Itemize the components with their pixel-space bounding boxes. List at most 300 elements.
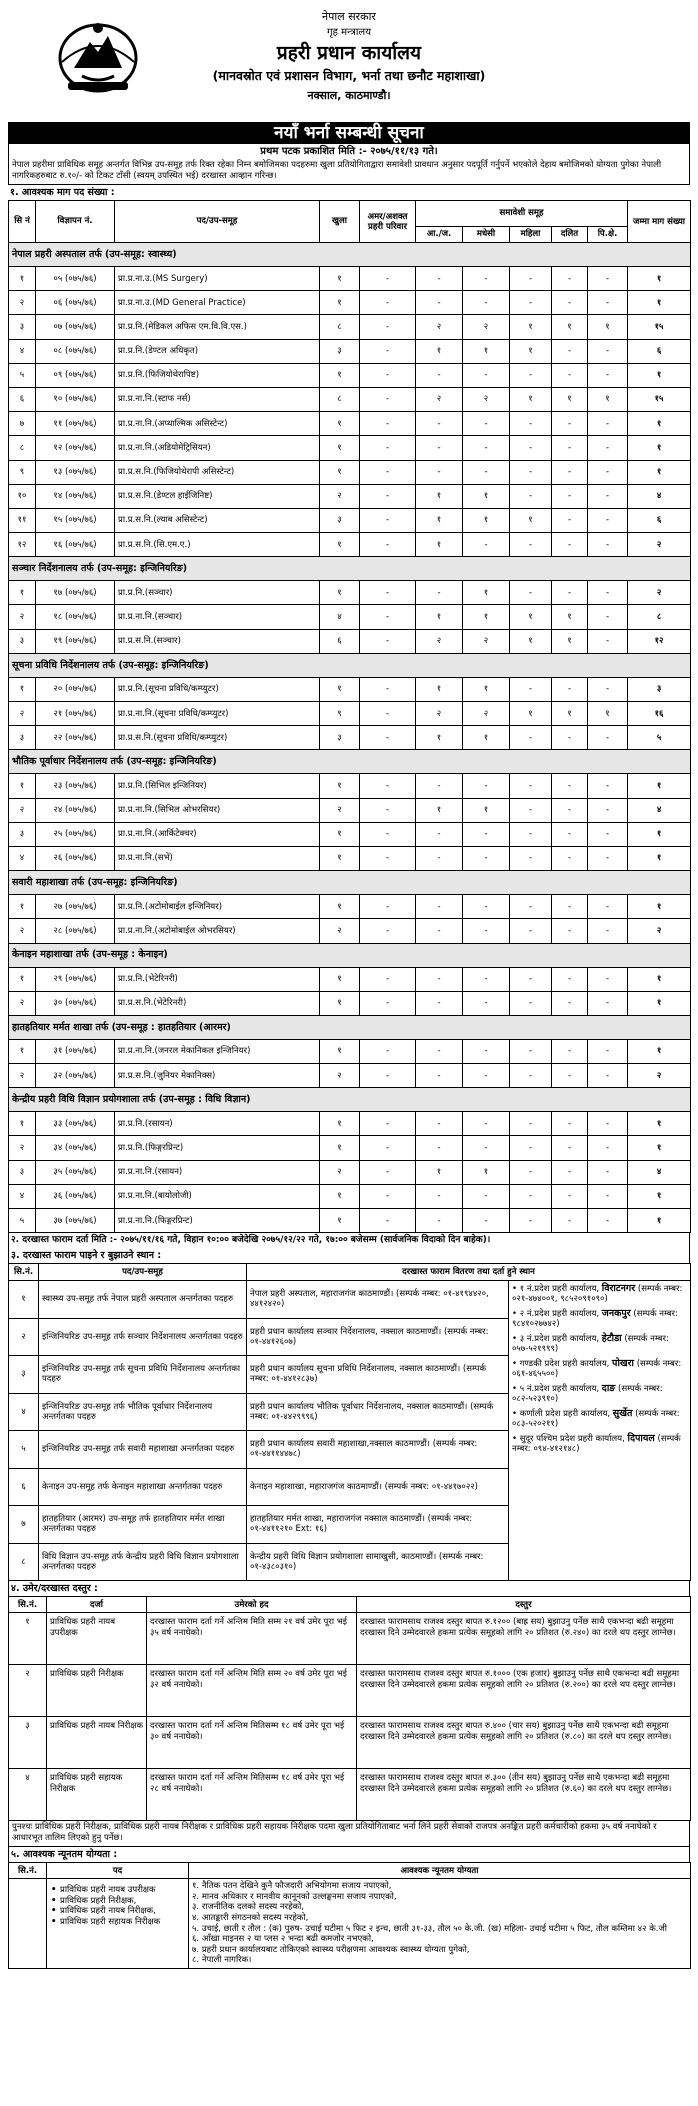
- position-cell: -: [416, 363, 463, 387]
- position-cell: ४: [628, 1160, 691, 1184]
- position-cell: -: [416, 1184, 463, 1208]
- position-cell: प्रा.प्र.ना.नि.(सभें): [115, 846, 320, 870]
- position-cell: -: [463, 774, 510, 798]
- position-cell: -: [360, 991, 416, 1015]
- position-cell: ०८ (०७५/७६): [36, 339, 115, 363]
- position-cell: -: [416, 412, 463, 436]
- positions-table: [8, 200, 691, 1233]
- fee-cell: प्राविधिक प्रहरी नायब निरीक्षक: [47, 1717, 147, 1769]
- position-cell: २: [320, 484, 360, 508]
- position-cell: -: [463, 1039, 510, 1063]
- col-places-sn: सि.नं.: [9, 1264, 39, 1281]
- place-cell: इन्जिनियरिङ उप-समूह तर्फ भौतिक पूर्वाधार निर्देशनालय अन्तर्गतका पदहरु: [39, 1393, 247, 1431]
- position-cell: -: [552, 1160, 588, 1184]
- position-cell: १: [463, 484, 510, 508]
- position-cell: -: [463, 846, 510, 870]
- position-cell: १६: [628, 702, 691, 726]
- bullet-icon: •: [512, 1334, 520, 1345]
- position-cell: प्रा.प्र.ना.नि.(स्टाफ नर्स): [115, 387, 320, 411]
- bullet-icon: •: [512, 1309, 520, 1320]
- position-cell: ३: [9, 315, 36, 339]
- position-cell: -: [360, 919, 416, 943]
- positions-body: [9, 243, 691, 1233]
- position-cell: १: [510, 315, 552, 339]
- position-cell: -: [552, 291, 588, 315]
- position-cell: -: [588, 339, 628, 363]
- group-row: [9, 1088, 691, 1112]
- col-post: पद/उप-समूह: [115, 201, 320, 243]
- position-cell: १: [628, 363, 691, 387]
- fee-cell: दरखास्त फारामसाथ राजश्व दस्तुर बापत रु.१००० (एक हजार) बुझाउनु पर्नेछ साथै एकभन्दा बढी समूहमा दरखास्त दिने उम्मेदवारले हकमा प्रत्येक समूहको लागि २० प्रतिशत (रु.२००) का दरले थप दस्तुर लाग्नेछ।: [357, 1665, 691, 1717]
- position-cell: २: [9, 1136, 36, 1160]
- fee-cell: २: [9, 1665, 47, 1717]
- position-cell: १: [628, 412, 691, 436]
- position-cell: -: [510, 436, 552, 460]
- position-cell: १: [628, 1136, 691, 1160]
- position-row: [9, 315, 691, 339]
- position-cell: -: [416, 967, 463, 991]
- position-cell: २८ (०७५/७६): [36, 919, 115, 943]
- group-title: भौतिक पूर्वाधार निर्देशनालय तर्फ (उप-समूह: इन्जिनियरिङ): [9, 750, 691, 774]
- group-title: केनाइन महाशाखा तर्फ (उप-समूह : केनाइन): [9, 943, 691, 967]
- position-cell: -: [588, 1136, 628, 1160]
- position-cell: -: [463, 822, 510, 846]
- position-cell: -: [463, 533, 510, 557]
- place-cell: १: [9, 1281, 39, 1319]
- deadline-line: २. दरखास्त फाराम दर्ता मिति :- २०७५/११/१६ गते, विहान १०:०० बजेदेखि २०७५/१२/२२ गते, १७:०० बजेसम्म (सार्वजनिक विदाको दिन बाहेक)।: [8, 1233, 690, 1248]
- position-row: [9, 1184, 691, 1208]
- position-cell: १: [320, 412, 360, 436]
- position-cell: -: [360, 677, 416, 701]
- position-cell: -: [588, 605, 628, 629]
- fee-row: [9, 1769, 691, 1821]
- position-cell: -: [552, 508, 588, 532]
- col-total: जम्मा माग संख्या: [628, 201, 691, 243]
- position-cell: १: [9, 581, 36, 605]
- position-cell: २: [9, 1064, 36, 1088]
- position-cell: -: [416, 267, 463, 291]
- place-cell: इन्जिनियरिङ उप-समूह तर्फ सूचना प्रविधि निर्देशनालय अन्तर्गतका पदहरु: [39, 1356, 247, 1394]
- position-cell: प्रा.प्र.ना.नि.(सूचना प्रविधि/कम्प्युटर): [115, 702, 320, 726]
- position-cell: -: [360, 460, 416, 484]
- position-row: [9, 702, 691, 726]
- position-row: [9, 533, 691, 557]
- position-cell: -: [588, 460, 628, 484]
- col-sn: सि नं: [9, 201, 36, 243]
- position-cell: १: [463, 581, 510, 605]
- position-cell: ४: [9, 846, 36, 870]
- col-martyr: अमर/अशक्त प्रहरी परिवार: [360, 201, 416, 243]
- position-cell: प्रा.प्र.नि.(अटोमोबाईल इन्जिनियर): [115, 895, 320, 919]
- position-cell: -: [463, 1184, 510, 1208]
- position-cell: -: [360, 702, 416, 726]
- qual-items-list: [192, 1881, 687, 1966]
- position-cell: -: [510, 291, 552, 315]
- position-cell: ४: [628, 798, 691, 822]
- position-cell: -: [588, 1064, 628, 1088]
- position-cell: ०६ (०७५/७६): [36, 291, 115, 315]
- position-cell: -: [360, 822, 416, 846]
- position-cell: १: [628, 774, 691, 798]
- province-prefix: कर्णाली प्रदेश प्रहरी कार्यालय,: [519, 1409, 613, 1420]
- position-cell: १: [628, 436, 691, 460]
- position-cell: १: [9, 967, 36, 991]
- position-cell: प्रा.प्र.नि.(फिजियोथेरापिष्ट): [115, 363, 320, 387]
- position-cell: ११ (०७५/७६): [36, 412, 115, 436]
- position-cell: ४: [9, 339, 36, 363]
- position-row: [9, 581, 691, 605]
- position-cell: प्रा.प्र.नि.(सञ्चार): [115, 581, 320, 605]
- position-cell: -: [510, 919, 552, 943]
- places-table: [8, 1263, 691, 1581]
- place-cell: प्रहरी प्रधान कार्यालय सञ्चार निर्देशनालय, नक्साल काठमाण्डौं। (सम्पर्क नम्बर: ०१-४४१२६०७): [247, 1318, 509, 1356]
- position-cell: ८: [628, 605, 691, 629]
- position-cell: -: [510, 774, 552, 798]
- position-cell: -: [552, 846, 588, 870]
- position-cell: -: [588, 1039, 628, 1063]
- position-row: [9, 460, 691, 484]
- province-office-item: [512, 1284, 687, 1304]
- col-fees-age: उमेरको हद: [147, 1597, 357, 1613]
- position-cell: -: [588, 991, 628, 1015]
- position-row: [9, 1064, 691, 1088]
- position-cell: -: [416, 460, 463, 484]
- position-cell: -: [463, 267, 510, 291]
- position-cell: -: [510, 991, 552, 1015]
- position-cell: २४ (०७५/७६): [36, 798, 115, 822]
- fees-table: [8, 1596, 691, 1821]
- fee-cell: प्राविधिक प्रहरी निरीक्षक: [47, 1665, 147, 1717]
- position-cell: २५ (०७५/७६): [36, 822, 115, 846]
- province-city: दाङ: [601, 1383, 616, 1395]
- col-sub-dalit: दलित: [552, 227, 588, 243]
- col-sub-backward: पि.क्षे.: [588, 227, 628, 243]
- position-cell: -: [588, 291, 628, 315]
- position-cell: -: [416, 895, 463, 919]
- position-cell: १: [320, 267, 360, 291]
- position-row: [9, 1039, 691, 1063]
- position-cell: १: [628, 1184, 691, 1208]
- position-row: [9, 291, 691, 315]
- position-cell: १: [463, 339, 510, 363]
- position-cell: -: [510, 460, 552, 484]
- position-cell: २: [628, 1064, 691, 1088]
- place-cell: हातहतियार (आरमर) उप-समूह तर्फ हातहतियार मर्मत शाखा अन्तर्गतका पदहरु: [39, 1506, 247, 1544]
- place-row: [9, 1281, 691, 1319]
- position-row: [9, 1209, 691, 1233]
- position-cell: -: [552, 436, 588, 460]
- position-cell: १: [320, 967, 360, 991]
- position-cell: १: [320, 581, 360, 605]
- qual-requirement: ७. प्रहरी प्रधान कार्यालयबाट तोकिएको स्वास्थ्य परीक्षणमा आवश्यक स्वास्थ्य योग्यता पुगेको,: [192, 1944, 470, 1955]
- position-cell: १: [320, 1112, 360, 1136]
- position-cell: प्रा.प्र.स.नि.(भेटेरिनरी): [115, 991, 320, 1015]
- province-city: हेटौडा: [601, 1333, 622, 1345]
- position-cell: -: [510, 967, 552, 991]
- fee-cell: प्राविधिक प्रहरी सहायक निरीक्षक: [47, 1769, 147, 1821]
- position-cell: १: [628, 460, 691, 484]
- position-cell: १५: [628, 315, 691, 339]
- province-offices-cell: [509, 1281, 691, 1581]
- position-cell: २: [628, 581, 691, 605]
- position-row: [9, 919, 691, 943]
- col-fees-rank: दर्जा: [47, 1597, 147, 1613]
- position-cell: -: [360, 846, 416, 870]
- section-3-title: ३. दरखास्त फाराम पाइने र बुझाउने स्थान :: [8, 1248, 690, 1263]
- qual-post-item: • प्राविधिक प्रहरी सहायक निरीक्षक: [50, 1917, 185, 1928]
- province-prefix: गण्डकी प्रदेश प्रहरी कार्यालय,: [519, 1359, 613, 1370]
- position-row: [9, 484, 691, 508]
- fee-cell: १: [9, 1613, 47, 1665]
- place-cell: नेपाल प्रहरी अस्पताल, महाराजगंज काठमाण्डौं। (सम्पर्क नम्बर: ०१-४१९४४२०, ४४१२४२०): [247, 1281, 509, 1319]
- col-qual-sn: सि.नं.: [9, 1863, 47, 1879]
- position-cell: -: [416, 436, 463, 460]
- qual-requirement: ८. नेपाली नागरिक।: [192, 1955, 252, 1966]
- position-cell: प्रा.प्र.ना.नि.(सिभिल ओभरसियर): [115, 798, 320, 822]
- position-cell: -: [588, 508, 628, 532]
- position-cell: ८: [320, 387, 360, 411]
- position-cell: ३५ (०७५/७६): [36, 1160, 115, 1184]
- position-cell: -: [463, 991, 510, 1015]
- position-cell: २: [628, 533, 691, 557]
- position-cell: -: [360, 1112, 416, 1136]
- position-cell: ७: [9, 412, 36, 436]
- position-cell: -: [510, 1136, 552, 1160]
- position-cell: १: [588, 315, 628, 339]
- position-cell: प्रा.प्र.ना.नि.(रसायन): [115, 1160, 320, 1184]
- col-places-where: दरखास्त फाराम वितरण तथा दर्ता हुने स्थान: [247, 1264, 691, 1281]
- position-cell: -: [360, 605, 416, 629]
- fee-cell: ३: [9, 1717, 47, 1769]
- notice-banner: नयाँ भर्ना सम्बन्धी सूचना: [8, 122, 690, 144]
- position-cell: १: [320, 1039, 360, 1063]
- place-cell: विधि विज्ञान उप-समूह तर्फ केन्द्रीय प्रहरी विधि विज्ञान प्रयोगशाला अन्तर्गतका पदहरु: [39, 1543, 247, 1581]
- position-cell: ३: [9, 629, 36, 653]
- position-cell: -: [463, 291, 510, 315]
- position-cell: २: [463, 629, 510, 653]
- position-cell: ११: [9, 508, 36, 532]
- position-cell: २: [320, 1064, 360, 1088]
- position-row: [9, 436, 691, 460]
- position-cell: ३७ (०७५/७६): [36, 1209, 115, 1233]
- position-cell: -: [588, 484, 628, 508]
- position-cell: १९ (०७५/७६): [36, 629, 115, 653]
- province-city: जनकपुर: [601, 1308, 631, 1320]
- position-cell: १: [320, 460, 360, 484]
- position-cell: १६ (०७५/७६): [36, 533, 115, 557]
- position-cell: -: [416, 991, 463, 1015]
- position-cell: -: [552, 1064, 588, 1088]
- position-cell: १: [9, 774, 36, 798]
- position-cell: १८ (०७५/७६): [36, 605, 115, 629]
- position-cell: -: [360, 315, 416, 339]
- position-cell: -: [360, 967, 416, 991]
- position-cell: -: [360, 1136, 416, 1160]
- position-cell: -: [510, 267, 552, 291]
- fee-cell: दरखास्त फाराम दर्ता गर्ने अन्तिम मिति सम्म २० वर्ष उमेर पूरा भई ३२ वर्ष ननाघेको।: [147, 1665, 357, 1717]
- position-cell: -: [360, 291, 416, 315]
- province-prefix: सुदूर पश्चिम प्रदेश प्रहरी कार्यालय,: [519, 1434, 628, 1445]
- position-row: [9, 991, 691, 1015]
- position-cell: ३: [320, 508, 360, 532]
- position-cell: १: [416, 533, 463, 557]
- position-cell: -: [588, 677, 628, 701]
- position-cell: प्रा.प्र.ना.उ.(MD General Practice): [115, 291, 320, 315]
- position-cell: -: [463, 436, 510, 460]
- fee-cell: दरखास्त फारामसाथ राजश्व दस्तुर बापत रु.३०० (तीन सय) बुझाउनु पर्नेछ साथै एकभन्दा बढी समूहमा दरखास्त दिने उम्मेदवारले हकमा प्रत्येक समूहको लागि २० प्रतिशत (रु.६०) का दरले थप दस्तुर लाग्नेछ।: [357, 1769, 691, 1821]
- position-cell: १: [320, 677, 360, 701]
- position-cell: -: [588, 1209, 628, 1233]
- position-cell: प्रा.प्र.ना.नि.(सञ्चार): [115, 605, 320, 629]
- province-contact: (सम्पर्क नम्बर: ०२१-४७४००१, ९८५२०९१०९०): [512, 1284, 683, 1305]
- position-cell: -: [552, 339, 588, 363]
- col-places-post: पद/उप-समूह: [39, 1264, 247, 1281]
- position-cell: -: [510, 412, 552, 436]
- position-cell: -: [416, 919, 463, 943]
- position-cell: १: [320, 436, 360, 460]
- position-cell: -: [463, 1064, 510, 1088]
- province-office-item: [512, 1309, 687, 1329]
- position-cell: १: [416, 726, 463, 750]
- position-cell: २: [9, 702, 36, 726]
- position-cell: १: [416, 677, 463, 701]
- place-cell: ८: [9, 1543, 39, 1581]
- position-cell: १: [552, 702, 588, 726]
- province-office-item: [512, 1409, 687, 1429]
- position-cell: १: [552, 605, 588, 629]
- position-cell: १: [320, 895, 360, 919]
- position-cell: -: [588, 726, 628, 750]
- position-cell: -: [510, 1160, 552, 1184]
- position-cell: २९ (०७५/७६): [36, 967, 115, 991]
- position-cell: -: [416, 1039, 463, 1063]
- position-cell: १: [320, 1209, 360, 1233]
- position-cell: -: [360, 267, 416, 291]
- position-cell: -: [588, 581, 628, 605]
- position-cell: १: [628, 267, 691, 291]
- qual-requirement: २. मानव अधिकार र मानवीय कानूनको उल्लङ्घनमा सजाय नपाएको,: [192, 1891, 397, 1902]
- position-cell: प्रा.प्र.ना.नि.(अटोमोबाईल ओभरसियर): [115, 919, 320, 943]
- position-cell: -: [552, 919, 588, 943]
- position-cell: १: [416, 339, 463, 363]
- position-row: [9, 339, 691, 363]
- intro-paragraph: नेपाल प्रहरीमा प्राविधिक समूह अन्तर्गत विभिन्न उप-समूह तर्फ रिक्त रहेका निम्न बमोजिमका पदहरुमा खुला प्रतियोगिताद्वारा समावेशी प्रावधान अनुसार पदपूर्ति गर्नुपर्ने भएकोले देहाय बमोजिमको योग्यता पुगेका नेपाली नागरिकहरुबाट रु.१०/- को टिकट टाँसी (स्वयम् उपस्थित भई) दरखास्त आव्हान गरिन्छ।: [8, 159, 690, 185]
- note-paragraph: पुनश्चः प्राविधिक प्रहरी निरीक्षक, प्राविधिक प्रहरी नायब निरीक्षक र प्राविधिक प्रहरी सहायक निरीक्षक पदमा खुला प्रतियोगिताबाट भर्ना लिने प्रहरी सेवाको राजपत्र अनङ्कित प्रहरी कर्मचारीको हकमा ३५ वर्ष ननाघेको र आधारभूत तालिम लिएको हुनु पर्नेछ।: [8, 1821, 690, 1847]
- position-cell: -: [360, 1160, 416, 1184]
- place-cell: प्रहरी प्रधान कार्यालय भौतिक पूर्वाधार निर्देशनालय, नक्साल काठमाण्डौं। (सम्पर्क नम्बर: ०१-४४२९९९६): [247, 1393, 509, 1431]
- position-cell: १: [463, 605, 510, 629]
- position-cell: ६: [9, 387, 36, 411]
- position-cell: -: [463, 363, 510, 387]
- qual-requirement: ४. आतङ्कारी संगठनको सदस्य नरहेको,: [192, 1912, 309, 1923]
- position-cell: १३ (०७५/७६): [36, 460, 115, 484]
- fee-cell: दरखास्त फारामसाथ राजश्व दस्तुर बापत रु.१२०० (बाह्र सय) बुझाउनु पर्नेछ साथै एकभन्दा बढी समूहमा दरखास्त दिने उम्मेदवारले हकमा प्रत्येक समूहको लागि २० प्रतिशत (रु.२४०) का दरले थप दस्तुर लाग्नेछ।: [357, 1613, 691, 1665]
- position-cell: २: [463, 702, 510, 726]
- position-cell: प्रा.प्र.नि.(फिङ्गरप्रिन्ट): [115, 1136, 320, 1160]
- position-cell: -: [360, 1184, 416, 1208]
- position-cell: -: [552, 412, 588, 436]
- position-cell: -: [360, 484, 416, 508]
- position-cell: १: [320, 774, 360, 798]
- bullet-icon: •: [512, 1409, 520, 1420]
- position-cell: १२ (०७५/७६): [36, 436, 115, 460]
- province-prefix: २ नं.प्रदेश प्रहरी कार्यालय,: [519, 1309, 602, 1320]
- position-cell: ३३ (०७५/७६): [36, 1112, 115, 1136]
- position-cell: २: [463, 387, 510, 411]
- office-title: प्रहरी प्रधान कार्यालय: [276, 42, 422, 65]
- position-cell: १: [320, 291, 360, 315]
- position-cell: -: [463, 1112, 510, 1136]
- place-cell: इन्जिनियरिङ उप-समूह तर्फ सवारी महाशाखा अन्तर्गतका पदहरु: [39, 1431, 247, 1469]
- position-cell: प्रा.प्र.ना.नि.(फिङ्गरप्रिन्ट): [115, 1209, 320, 1233]
- position-cell: २: [9, 605, 36, 629]
- position-row: [9, 677, 691, 701]
- position-cell: १: [628, 1039, 691, 1063]
- position-cell: -: [360, 774, 416, 798]
- position-cell: २: [320, 919, 360, 943]
- position-cell: -: [510, 822, 552, 846]
- place-cell: ५: [9, 1431, 39, 1469]
- position-cell: -: [510, 363, 552, 387]
- position-cell: २६ (०७५/७६): [36, 846, 115, 870]
- position-cell: ०९ (०७५/७६): [36, 363, 115, 387]
- position-cell: -: [588, 919, 628, 943]
- position-cell: १०: [9, 484, 36, 508]
- position-cell: -: [360, 436, 416, 460]
- position-cell: २७ (०७५/७६): [36, 895, 115, 919]
- position-cell: प्रा.प्र.स.नि.(सूचना प्रविधि/कम्प्युटर): [115, 726, 320, 750]
- position-cell: १२: [9, 533, 36, 557]
- group-title: सञ्चार निर्देशनालय तर्फ (उप-समूह: इन्जिनियरिङ): [9, 557, 691, 581]
- position-cell: -: [360, 798, 416, 822]
- position-cell: -: [510, 484, 552, 508]
- position-cell: -: [360, 629, 416, 653]
- position-cell: ६: [628, 508, 691, 532]
- position-cell: -: [416, 822, 463, 846]
- position-cell: -: [510, 581, 552, 605]
- col-inclusive: समावेशी समूह: [416, 201, 628, 227]
- position-row: [9, 798, 691, 822]
- position-cell: १: [9, 677, 36, 701]
- position-cell: १: [320, 1184, 360, 1208]
- position-cell: -: [416, 291, 463, 315]
- position-cell: ३० (०७५/७६): [36, 991, 115, 1015]
- group-row: [9, 243, 691, 267]
- government-title: नेपाल सरकार: [322, 10, 376, 23]
- position-cell: १० (०७५/७६): [36, 387, 115, 411]
- position-cell: -: [416, 1064, 463, 1088]
- position-row: [9, 774, 691, 798]
- qual-post-item: • प्राविधिक प्रहरी निरीक्षक,: [50, 1896, 185, 1907]
- position-cell: -: [510, 1209, 552, 1233]
- position-row: [9, 363, 691, 387]
- position-row: [9, 267, 691, 291]
- position-cell: ३: [9, 822, 36, 846]
- position-cell: ३: [9, 726, 36, 750]
- position-cell: १: [463, 798, 510, 822]
- group-title: हातहतियार मर्मत शाखा तर्फ (उप-समूह : हातहतियार (आरमर): [9, 1015, 691, 1039]
- section-5-title: ५. आवश्यक न्यूनतम योग्यता :: [8, 1847, 690, 1862]
- position-cell: -: [360, 1209, 416, 1233]
- position-cell: -: [588, 629, 628, 653]
- position-cell: २: [416, 315, 463, 339]
- province-contact: (सम्पर्क नम्बर: ०९४-४१२१४८): [512, 1434, 681, 1455]
- position-row: [9, 605, 691, 629]
- bullet-icon: •: [512, 1284, 520, 1295]
- province-contact: (सम्पर्क नम्बर: ०५७-५२१९९९): [512, 1334, 669, 1355]
- position-cell: प्रा.प्र.ना.नि.(जनरल मेकानिकल इन्जिनियर): [115, 1039, 320, 1063]
- position-cell: -: [416, 581, 463, 605]
